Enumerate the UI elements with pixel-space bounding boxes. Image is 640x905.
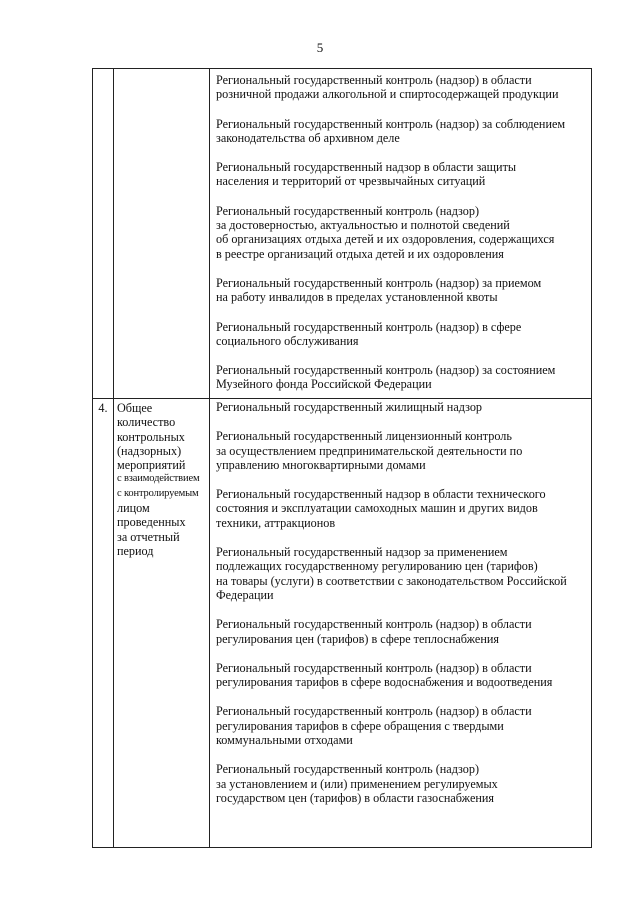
indicator-name-line: с контролируемым: [117, 487, 199, 499]
indicator-name-line: Общее: [117, 401, 153, 415]
control-types-cell: [210, 69, 592, 399]
control-measures-table: [92, 68, 592, 848]
control-type-item: Региональный государственный контроль (надзор) в области регулирования цен (тарифов) в сфере теплоснабжения: [216, 617, 532, 646]
indicator-name-line: контрольных: [117, 429, 185, 444]
control-types-cell: [210, 399, 592, 848]
indicator-name-line: (надзорных): [117, 443, 182, 458]
control-type-item: Региональный государственный контроль (надзор) в области розничной продажи алкогольной и спиртосодержащей продукции: [216, 73, 559, 102]
page-number: 5: [316, 40, 324, 55]
control-type-item: Региональный государственный надзор в области защиты населения и территорий от чрезвычайных ситуаций: [216, 160, 517, 189]
control-type-item: Региональный государственный контроль (надзор) в сфере социального обслуживания: [216, 319, 522, 348]
control-type-item: Региональный государственный контроль (надзор) за достоверностью, актуальностью и полнотой сведений об организациях отдыха детей и их оздоровления, содержащихся в реестре организаций отдыха детей и их оздоровления: [216, 203, 555, 261]
indicator-cell-empty: [114, 69, 210, 399]
indicator-name-line: мероприятий: [117, 458, 186, 473]
control-type-item: Региональный государственный надзор за применением подлежащих государственному регулированию цен (тарифов) на товары (услуги) в соответствии с законодательством Российской Федерации: [216, 545, 567, 602]
control-type-item: Региональный государственный контроль (надзор) за соблюдением законодательства об архивном деле: [216, 116, 566, 145]
control-type-item: Региональный государственный контроль (надзор) в области регулирования тарифов в сфере обращения с твердыми коммунальными отходами: [216, 704, 532, 748]
indicator-name-line: с взаимодействием: [117, 473, 200, 485]
control-type-item: Региональный государственный надзор в области технического состояния и эксплуатации самоходных машин и других видов техники, аттракционов: [216, 487, 546, 530]
indicator-name-line: лицом: [117, 501, 150, 516]
control-type-item: Региональный государственный лицензионный контроль за осуществлением предпринимательской деятельности по управлению многоквартирными домами: [216, 429, 523, 472]
control-type-item: Региональный государственный контроль (надзор) за приемом на работу инвалидов в пределах установленной квоты: [216, 275, 542, 305]
row-number: 4.: [93, 399, 114, 848]
control-type-item: Региональный государственный жилищный надзор: [216, 400, 483, 414]
indicator-name-line: проведенных: [117, 515, 186, 530]
indicator-name-line: за отчетный: [117, 529, 180, 544]
table-row-4: [93, 399, 592, 848]
table-row-continued: [93, 69, 592, 399]
indicator-name-line: период: [117, 543, 154, 558]
control-type-item: Региональный государственный контроль (надзор) за состоянием Музейного фонда Российской Федерации: [216, 363, 556, 392]
indicator-name-line: количество: [117, 415, 176, 430]
control-type-item: Региональный государственный контроль (надзор) в области регулирования тарифов в сфере водоснабжения и водоотведения: [216, 660, 553, 690]
control-type-item: Региональный государственный контроль (надзор) за установлением и (или) применением регулируемых государством цен (тарифов) в области газоснабжения: [216, 762, 498, 805]
number-cell-empty: [93, 69, 114, 399]
indicator-name-cell: [114, 399, 210, 848]
